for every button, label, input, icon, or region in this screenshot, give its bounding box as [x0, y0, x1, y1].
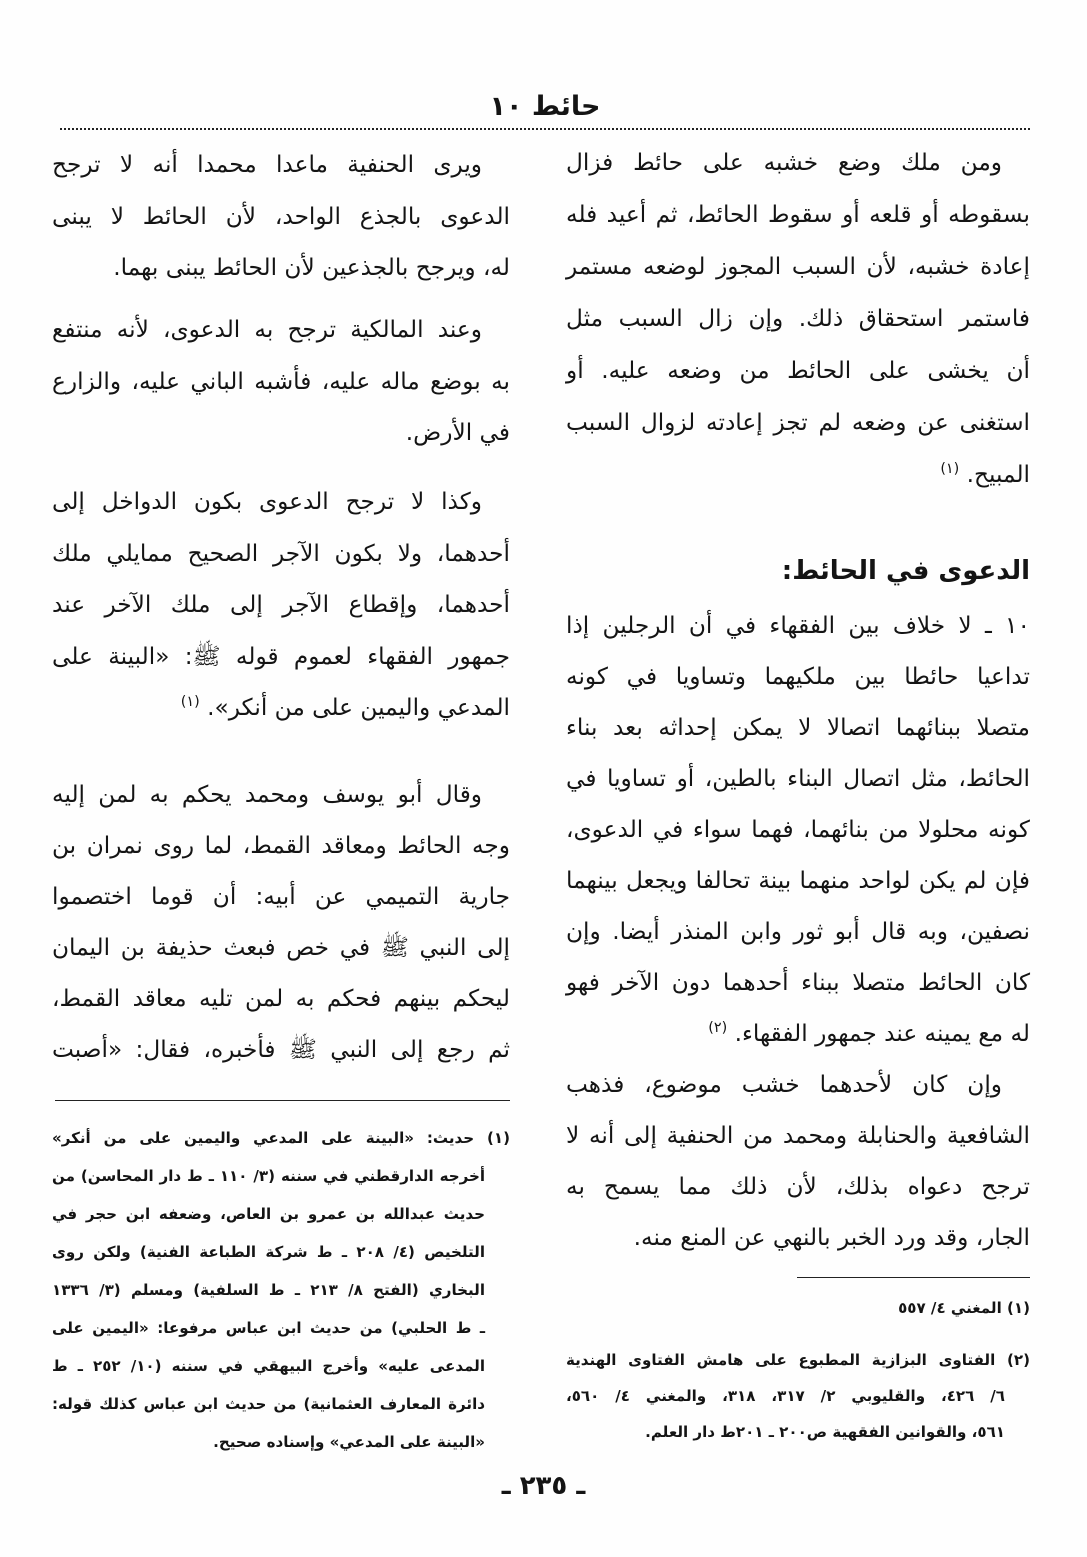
paragraph-line: استغنى عن وضعه لم تجز إعادته لزوال السبب — [566, 409, 1030, 436]
paragraph-line: وإن كان لأحدهما خشب موضوع، فذهب — [566, 1071, 1002, 1098]
paragraph-line: أن يخشى على الحائط من وضعه عليه. أو — [566, 357, 1030, 384]
paragraph-line: الحائط، مثل اتصال البناء بالطين، أو تساويا في — [566, 765, 1030, 792]
paragraph-line: إعادة خشبه، لأن السبب المجوز لوضعه مستمر — [566, 253, 1030, 280]
line-text: له مع يمينه عند جمهور الفقهاء. — [734, 1020, 1030, 1047]
paragraph-line: جمهور الفقهاء لعموم قوله ﷺ: «البينة على — [52, 642, 510, 670]
paragraph-line — [52, 682, 510, 734]
footnote — [566, 1342, 1030, 1450]
footnote-ref: (١) — [940, 461, 960, 478]
footnote-line: دائرة المعارف العثمانية) من حديث ابن عباس كذلك قوله: — [52, 1395, 485, 1413]
footnote-line: ٥٦١، والقوانين الفقهية ص٢٠٠ ـ ٢٠١ط دار العلم. — [645, 1423, 1005, 1441]
footnote-line: التلخيص (٤/ ٢٠٨ ـ ط شركة الطباعة الفنية) ولكن روى — [52, 1243, 486, 1261]
running-header-title: حائط ١٠ — [489, 91, 601, 122]
footnote — [566, 1290, 1030, 1326]
paragraph-line: فاستمر استحقاق ذلك. وإن زال السبب مثل — [566, 305, 1030, 332]
line-text: المبيح. — [966, 461, 1030, 488]
paragraph — [52, 476, 510, 734]
paragraph-line: ليحكم بينهم فحكم به لمن تليه معاقد القمط، — [52, 985, 510, 1012]
right-column — [566, 0, 1030, 1557]
paragraph-line: أحدهما، ولا بكون الآجر الصحيح ممايلي ملك — [52, 539, 510, 567]
page-number — [0, 1466, 1087, 1506]
footnote-line: (٢) الفتاوى البزازية المطبوع على هامش الفتاوى الهندية — [566, 1351, 1030, 1369]
footnote-rule — [55, 1100, 510, 1101]
page-number-text: ـ ٢٣٥ ـ — [501, 1471, 586, 1501]
paragraph-line: وكذا لا ترجح الدعوى بكون الدواخل إلى — [52, 488, 482, 515]
left-column — [52, 0, 510, 1557]
footnote-ref: (٢) — [708, 1020, 728, 1037]
paragraph-line: متصلا ببنائهما اتصالا لا يمكن إحداثه بعد بناء — [566, 714, 1030, 741]
paragraph-line: وعند المالكية ترجح به الدعوى، لأنه منتفع — [52, 316, 482, 343]
paragraph-line: وقال أبو يوسف ومحمد يحكم به لمن إليه — [52, 781, 482, 808]
footnote-rule — [797, 1277, 1030, 1278]
paragraph-line: نصفين، وبه قال أبو ثور وابن المنذر أيضا. وإن — [566, 918, 1030, 945]
paragraph — [52, 139, 510, 294]
paragraph-line: في الأرض. — [405, 419, 510, 446]
paragraph-line: ترجح دعواه بذلك، لأن ذلك مما يسمح به — [566, 1173, 1030, 1200]
paragraph-line: له، ويرجح بالجذعين لأن الحائط يبنى بهما. — [113, 254, 510, 281]
paragraph-line: جارية التميمي عن أبيه: أن قوما اختصموا — [52, 883, 510, 910]
footnote-line: أخرجه الدارقطني في سننه (٣/ ١١٠ ـ ط دار المحاسن) من — [52, 1167, 485, 1185]
paragraph-line: كونه محلولا من بنائهما، فهما سواء في الدعوى، — [566, 816, 1030, 843]
footnote-line: «البينة على المدعي» وإسناده صحيح. — [213, 1433, 485, 1451]
footnote — [52, 1119, 510, 1461]
paragraph-line: الدعوى بالجذع الواحد، لأن الحائط لا يبنى — [52, 202, 510, 230]
paragraph-line — [566, 1008, 1030, 1059]
paragraph-line: كان الحائط متصلا ببناء أحدهما دون الآخر فهو — [566, 969, 1030, 996]
paragraph-line: ١٠ ـ لا خلاف بين الفقهاء في أن الرجلين إذا — [566, 612, 1030, 639]
paragraph-line: به بوضع ماله عليه، فأشبه الباني عليه، والزارع — [52, 367, 510, 395]
paragraph-line: تداعيا حائطا بين ملكيهما وتساويا في كونه — [566, 663, 1030, 690]
section-heading — [566, 545, 1030, 597]
paragraph-line: ومن ملك وضع خشبه على حائط فزال — [566, 149, 1002, 176]
paragraph-line: فإن لم يكن لواحد منهما بينة تحالفا ويجعل بينهما — [566, 867, 1030, 894]
paragraph-line: بسقوطه أو قلعه أو سقوط الحائط، ثم أعيد فله — [566, 201, 1030, 228]
paragraph — [52, 769, 510, 1075]
footnote-line: ـ ط الحلبي) من حديث ابن عباس مرفوعا: «اليمين على — [52, 1319, 485, 1337]
footnote-line: المدعى عليه» وأخرج البيهقي في سننه (١٠/ ٢٥٢ ـ ط — [52, 1357, 486, 1375]
paragraph-line: الشافعية والحنابلة ومحمد من الحنفية إلى أنه لا — [566, 1122, 1030, 1149]
paragraph-line: إلى النبي ﷺ في خص فبعث حذيفة بن اليمان — [52, 934, 510, 961]
footnote-line: البخاري (الفتح ٨/ ٢١٣ ـ ط السلفية) ومسلم (٣/ ١٣٣٦ — [52, 1281, 485, 1299]
footnote-line: حديث عبدالله بن عمرو بن العاص، وضعفه ابن حجر في — [52, 1205, 485, 1223]
paragraph-line: وجه الحائط ومعاقد القمط، لما روى نمران بن — [52, 832, 510, 859]
section-heading-text: الدعوى في الحائط: — [781, 556, 1030, 586]
footnote-ref: (١) — [180, 694, 200, 711]
footnote-line: (١) المغني ٤/ ٥٥٧ — [898, 1299, 1030, 1317]
paragraph — [566, 137, 1030, 501]
paragraph-line: أحدهما، وإقطاع الآجر إلى ملك الآخر عند — [52, 591, 510, 618]
footnote-line: ٦/ ٤٢٦، والقليوبي ٢/ ٣١٧، ٣١٨، والمغني ٤/ ٥٦٠، — [566, 1387, 1005, 1405]
paragraph — [566, 1059, 1030, 1263]
paragraph — [52, 304, 510, 459]
line-text: المدعي واليمين على من أنكر». — [207, 694, 510, 721]
paragraph-line: ثم رجع إلى النبي ﷺ فأخبره، فقال: «أصبت — [52, 1036, 510, 1063]
footnote-line: (١) حديث: «البينة على المدعي واليمين على من أنكر» — [52, 1129, 510, 1147]
paragraph — [566, 600, 1030, 1059]
paragraph-line — [566, 449, 1030, 501]
paragraph-line: الجار، وقد ورد الخبر بالنهي عن المنع منه. — [633, 1224, 1030, 1251]
paragraph-line: ويرى الحنفية ماعدا محمدا أنه لا ترجح — [52, 151, 482, 178]
